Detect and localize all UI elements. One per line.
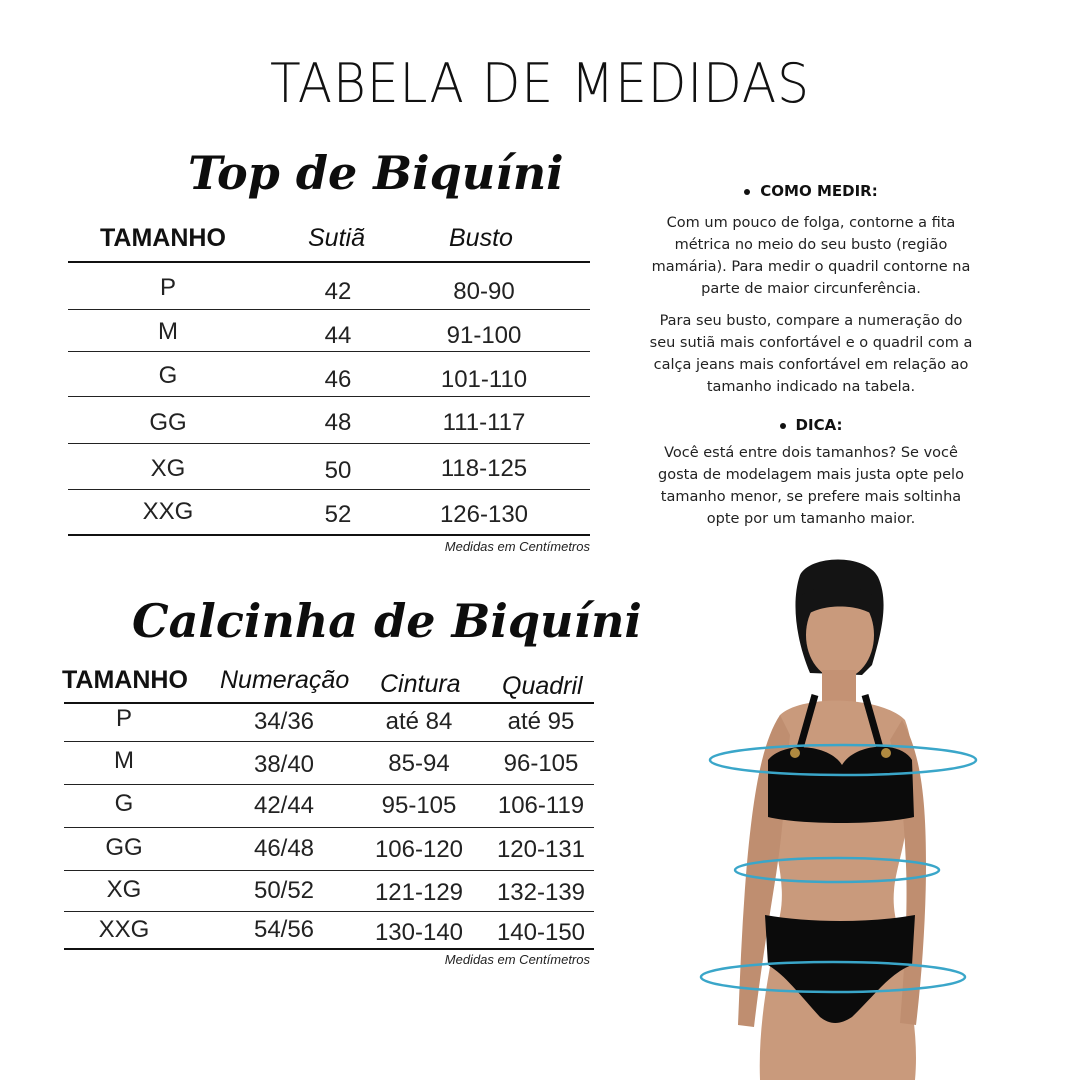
hip-cell: 140-150 [496, 919, 586, 946]
size-cell: XG [106, 876, 142, 903]
number-cell: 46/48 [253, 835, 315, 862]
units-note: Medidas em Centímetros [444, 952, 590, 967]
size-cell: P [115, 705, 132, 732]
waist-cell: 121-129 [374, 879, 464, 906]
hip-cell: até 95 [507, 708, 575, 735]
header-cintura: Cintura [380, 670, 461, 698]
divider [68, 396, 590, 397]
size-cell: G [158, 362, 178, 389]
waist-cell: 130-140 [374, 919, 464, 946]
header-tamanho: TAMANHO [100, 224, 226, 252]
divider [64, 702, 594, 704]
top-size-table [68, 218, 590, 558]
number-cell: 54/56 [253, 916, 315, 943]
measure-heading [645, 180, 977, 202]
bra-cell: 52 [324, 501, 352, 528]
bullet-icon [744, 189, 750, 195]
divider [64, 911, 594, 912]
waist-cell: 106-120 [374, 836, 464, 863]
hip-cell: 132-139 [496, 879, 586, 906]
divider [64, 827, 594, 828]
bottom-section-title: Calcinha de Biquíni [132, 594, 642, 648]
size-cell: XG [150, 455, 186, 482]
bust-cell: 126-130 [439, 501, 529, 528]
divider [64, 948, 594, 950]
divider [68, 489, 590, 490]
header-quadril: Quadril [502, 672, 583, 700]
size-cell: P [159, 274, 176, 301]
divider [68, 309, 590, 310]
hip-cell: 96-105 [503, 750, 579, 777]
instructions-panel [645, 180, 977, 530]
bust-cell: 118-125 [440, 455, 528, 482]
size-cell: M [158, 318, 178, 345]
bust-cell: 111-117 [442, 409, 526, 436]
page-title: TABELA DE MEDIDAS [270, 52, 810, 115]
header-sutia: Sutiã [308, 224, 365, 252]
hip-cell: 106-119 [497, 792, 585, 819]
divider [68, 443, 590, 444]
bust-cell: 80-90 [453, 278, 515, 305]
model-photo [690, 555, 990, 1080]
bullet-icon [780, 423, 786, 429]
measure-paragraph-1: Com um pouco de folga, contorne a fita métrica no meio do seu busto (região mamária). Para medir o quadril contorne na parte de maior circunferência. [651, 215, 971, 297]
divider [64, 784, 594, 785]
header-tamanho: TAMANHO [62, 666, 188, 694]
divider [68, 534, 590, 536]
bra-cell: 46 [324, 366, 352, 393]
tip-paragraph: Você está entre dois tamanhos? Se você gosta de modelagem mais justa opte pelo tamanho menor, se prefere mais soltinha opte por um tamanho maior. [658, 445, 964, 527]
size-cell: GG [105, 834, 143, 861]
size-cell: G [114, 790, 134, 817]
size-cell: XXG [142, 498, 194, 525]
number-cell: 42/44 [253, 792, 315, 819]
size-cell: M [114, 747, 134, 774]
bust-cell: 101-110 [440, 366, 528, 393]
waist-cell: 85-94 [388, 750, 450, 777]
divider [64, 870, 594, 871]
header-busto: Busto [449, 224, 513, 252]
size-cell: XXG [98, 916, 150, 943]
bra-cell: 48 [324, 409, 352, 436]
bottom-size-table [64, 664, 594, 974]
tip-heading [645, 414, 977, 436]
number-cell: 50/52 [253, 877, 315, 904]
number-cell: 38/40 [253, 751, 315, 778]
number-cell: 34/36 [253, 708, 315, 735]
divider [64, 741, 594, 742]
bust-cell: 91-100 [446, 322, 522, 349]
divider [68, 351, 590, 352]
bra-cell: 50 [324, 457, 352, 484]
hip-cell: 120-131 [496, 836, 586, 863]
top-section-title: Top de Biquíni [188, 146, 564, 200]
header-numeracao: Numeração [220, 666, 350, 694]
units-note: Medidas em Centímetros [444, 539, 590, 554]
divider [68, 261, 590, 263]
size-cell: GG [149, 409, 187, 436]
waist-cell: até 84 [385, 708, 453, 735]
bra-cell: 44 [324, 322, 352, 349]
waist-cell: 95-105 [381, 792, 457, 819]
measure-heading-text: COMO MEDIR: [760, 182, 878, 200]
measure-paragraph-2: Para seu busto, compare a numeração do seu sutiã mais confortável e o quadril com a calça jeans mais confortável em relação ao tamanho indicado na tabela. [649, 313, 973, 395]
bra-cell: 42 [324, 278, 352, 305]
tip-heading-text: DICA: [795, 416, 843, 434]
